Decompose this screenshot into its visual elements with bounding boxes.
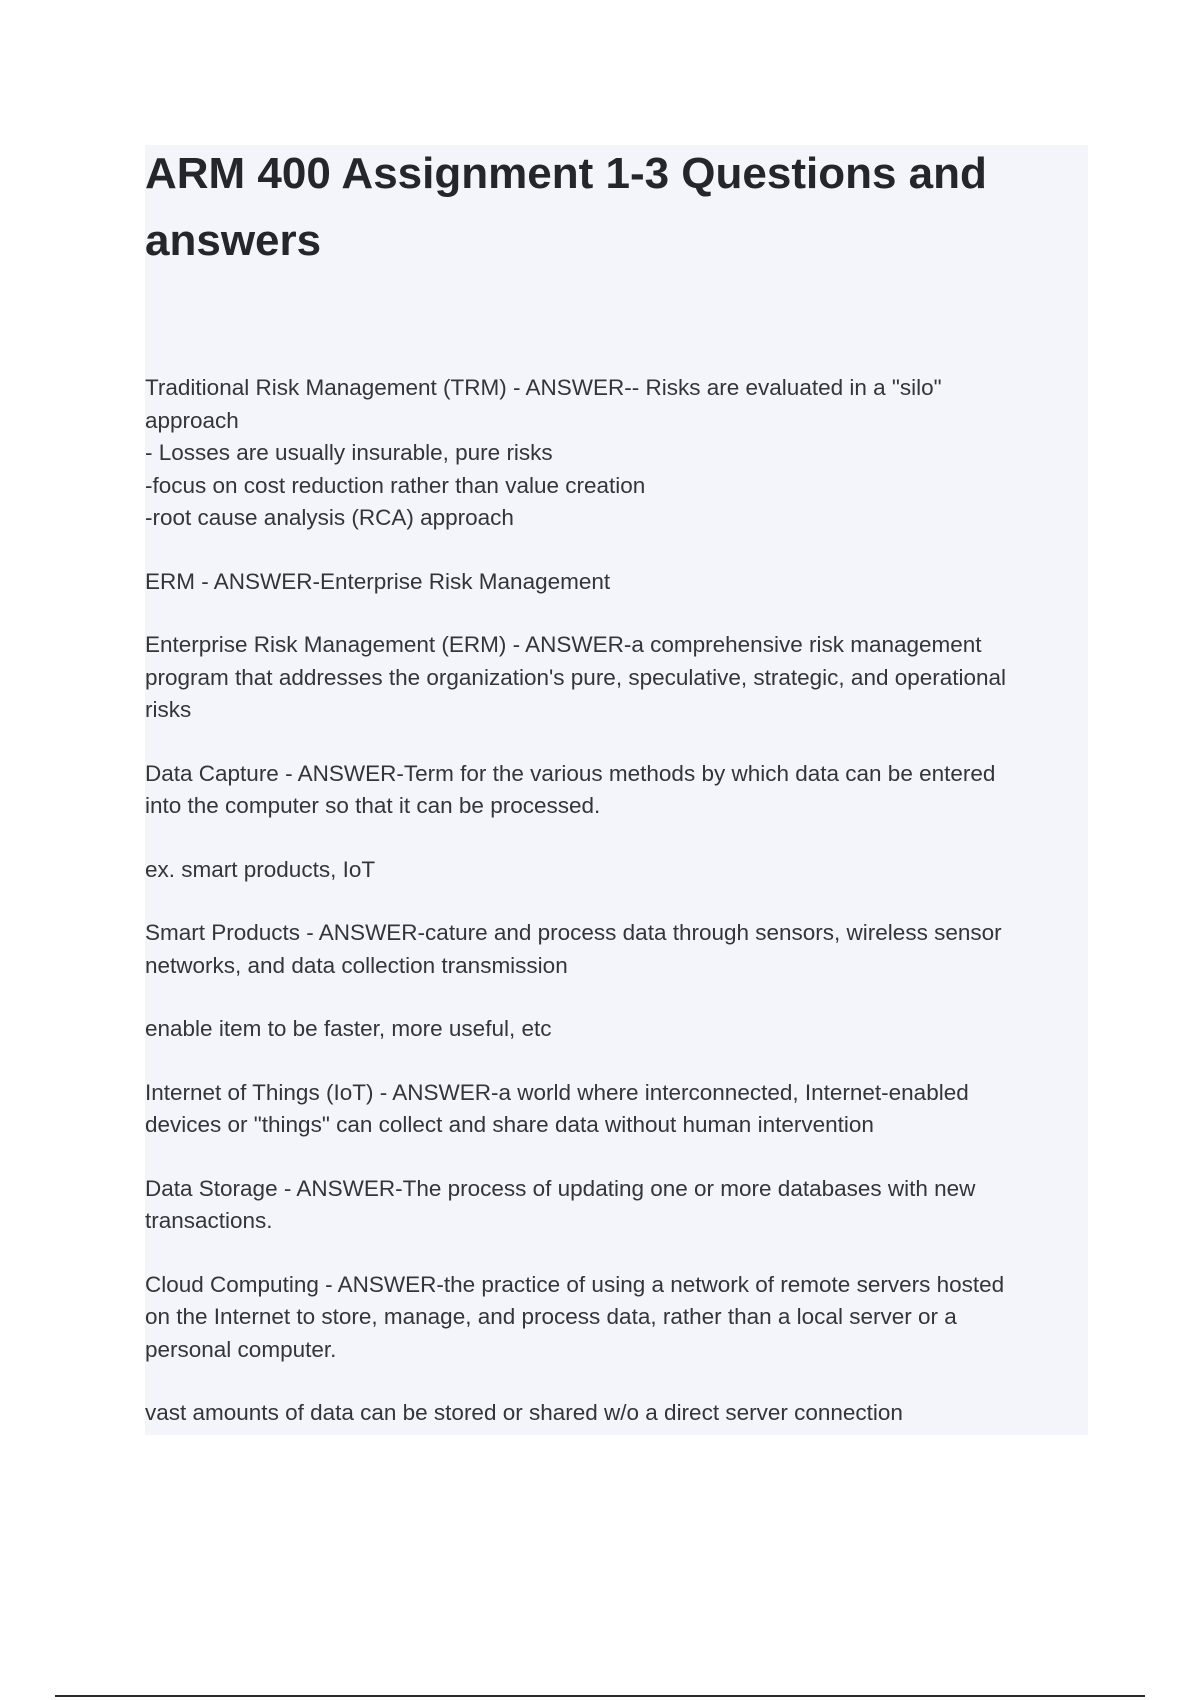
page-title: ARM 400 Assignment 1-3 Questions and answers <box>145 149 987 265</box>
footer-divider <box>55 1695 1145 1697</box>
qa-entry-trm: Traditional Risk Management (TRM) - ANSWER-- Risks are evaluated in a "silo" approach - Losses are usually insurable, pure risks -focus on cost reduction rather than value creation -root cause analysis (RCA) approach <box>145 375 942 530</box>
qa-entry-erm-definition: Enterprise Risk Management (ERM) - ANSWER-a comprehensive risk management program that addresses the organization's pure, speculative, strategic, and operational risks <box>145 632 1007 722</box>
qa-entry-iot: Internet of Things (IoT) - ANSWER-a world where interconnected, Internet-enabled devices or "things" can collect and share data without human intervention <box>145 1079 969 1137</box>
qa-note-data-capture-examples: ex. smart products, IoT <box>145 856 376 882</box>
qa-entry-data-capture: Data Capture - ANSWER-Term for the various methods by which data can be entered into the computer so that it can be processed. <box>145 760 996 818</box>
qa-list <box>145 372 1080 1461</box>
qa-note-cloud-computing: vast amounts of data can be stored or shared w/o a direct server connection <box>145 1400 903 1425</box>
qa-entry-smart-products: Smart Products - ANSWER-cature and process data through sensors, wireless sensor networks, and data collection transmission <box>145 920 1002 978</box>
qa-entry-erm: ERM - ANSWER-Enterprise Risk Management <box>145 568 611 594</box>
qa-entry-cloud-computing: Cloud Computing - ANSWER-the practice of using a network of remote servers hosted on the Internet to store, manage, and process data, rather than a local server or a personal computer. <box>145 1271 1005 1362</box>
qa-note-smart-products: enable item to be faster, more useful, etc <box>145 1016 552 1041</box>
qa-entry-data-storage: Data Storage - ANSWER-The process of updating one or more databases with new transactions. <box>145 1175 976 1233</box>
